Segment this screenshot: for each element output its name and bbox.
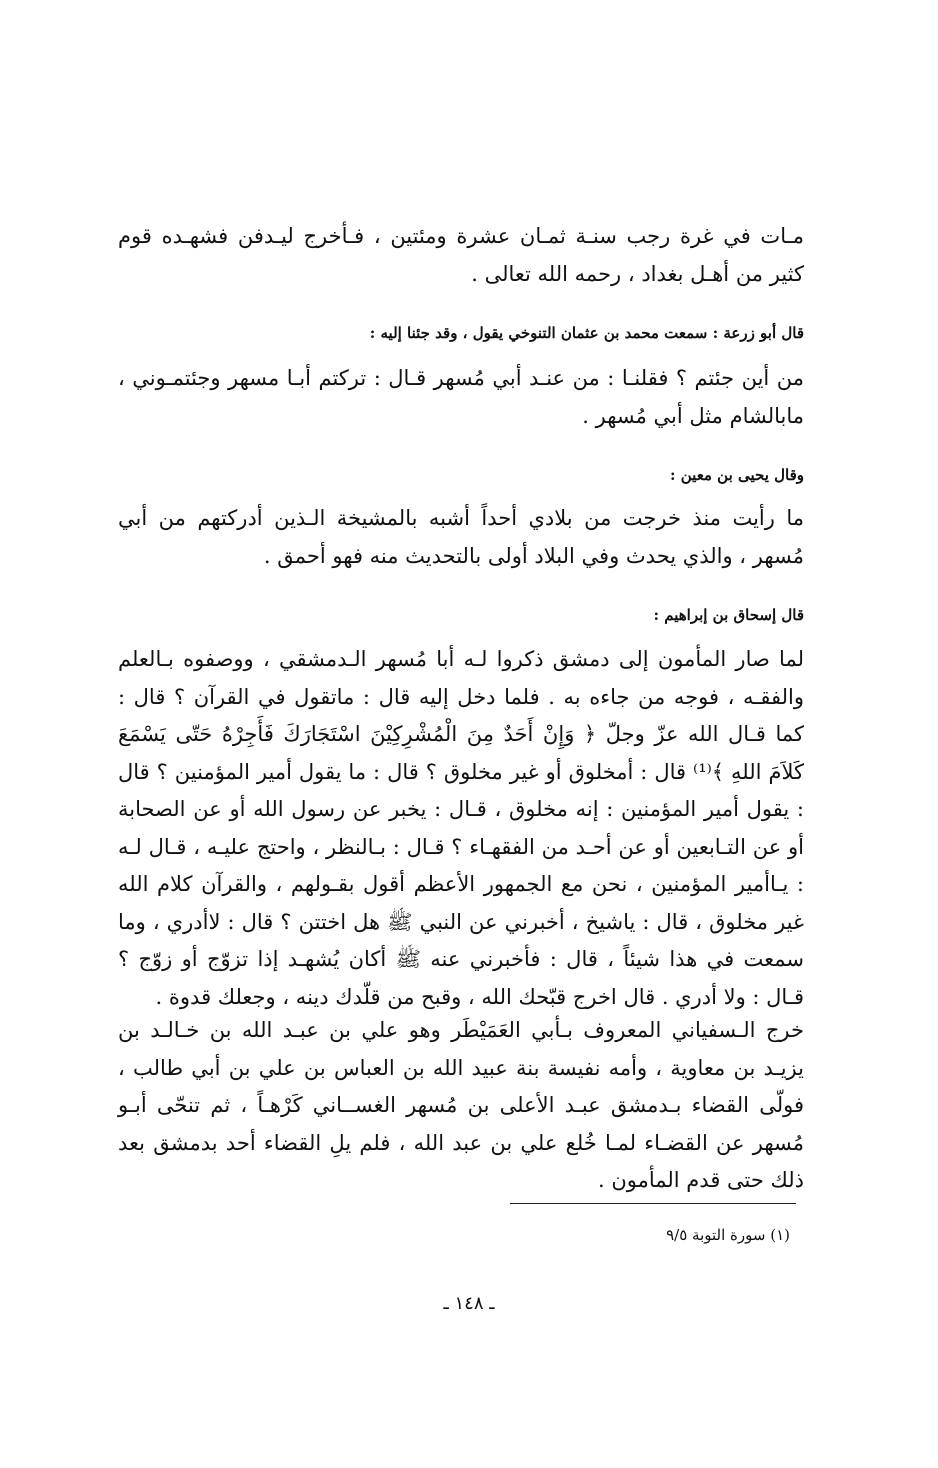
page-number: ـ ١٤٨ ـ xyxy=(443,1293,495,1314)
paragraph-tanukhi-quote xyxy=(118,360,804,435)
heading-text: قال أبو زرعة : سمعت محمد بن عثمان التنوخي يقول ، وقد جئنا إليه : xyxy=(369,324,804,342)
paragraph-yahya-quote xyxy=(118,500,804,575)
paragraph-text: خرج الـسفياني المعروف بـأبي العَمَيْطَر وهو علي بن عبـد الله بن خـالـد بن يزيـد بن معاوية ، وأمه نفيسة بنة عبيد الله بن العباس بن علي بن أبي طالب ، فولّى القضاء بـدمشق عبـد الأعلى بن مُسهر الغســاني كَرْهـاً ، ثم تنحّى أبـو مُسهر عن القضـاء لمـا خُلع علي بن عبد الله ، فلم يلِ القضاء أحد بدمشق بعد ذلك حتى قدم المأمون . xyxy=(118,1018,804,1192)
footnote: (١) سورة التوبة ٩/٥ xyxy=(666,1226,790,1244)
narrator-heading-ishaq xyxy=(118,604,804,626)
heading-text: وقال يحيى بن معين : xyxy=(669,466,804,484)
paragraph-text: من أين جئتم ؟ فقلنـا : من عنـد أبي مُسهر قـال : تركتم أبـا مسهر وجئتمـوني ، مابالشام مثل أبي مُسهر . xyxy=(118,366,804,428)
narrator-heading-abu-zura xyxy=(118,322,804,344)
narrator-heading-yahya-ibn-main xyxy=(118,464,804,486)
footnote-divider xyxy=(510,1203,796,1204)
paragraph-text: مـات في غرة رجب سنـة ثمـان عشرة ومئتين ، فـأخرج ليـدفن فشهـده قوم كثير من أهـل بغداد ، رحمه الله تعالى . xyxy=(118,224,804,286)
paragraph-text: ما رأيت منذ خرجت من بلادي أحداً أشبه بالمشيخة الـذين أدركتهم من أبي مُسهر ، والذي يحدث وفي البلاد أولى بالتحديث منه فهو أحمق . xyxy=(118,506,804,568)
paragraph-mamun-story xyxy=(118,641,804,1016)
paragraph-sufyani-uprising xyxy=(118,1012,804,1200)
heading-text: قال إسحاق بن إبراهيم : xyxy=(653,606,804,624)
paragraph-death-of-abu-mushir xyxy=(118,218,804,293)
paragraph-text: لما صار المأمون إلى دمشق ذكروا لـه أبا مُسهر الـدمشقي ، ووصفوه بـالعلم والفقـه ، فوجه من جاءه به . فلما دخل إليه قال : ماتقول في القرآن ؟ قال : كما قـال الله عزّ وجلّ ﴿ وَإِنْ أَحَدٌ مِنَ الْمُشْرِكِيْنَ اسْتَجَارَكَ فَأَجِرْهُ حَتّى يَسْمَعَ كَلاَمَ اللهِ ﴾⁽¹⁾ قال : أمخلوق أو غير مخلوق ؟ قال : ما يقول أمير المؤمنين ؟ قال : يقول أمير المؤمنين : إنه مخلوق ، قـال : يخبر عن رسول الله أو عن الصحابة أو عن التـابعين أو عن أحـد من الفقهـاء ؟ قـال : بـالنظر ، واحتج عليـه ، قـال لـه : يـاأمير المؤمنين ، نحن مع الجمهور الأعظم أقول بقـولهم ، والقرآن كلام الله غير مخلوق ، قال : ياشيخ ، أخبرني عن النبي ﷺ هل اختتن ؟ قال : لاأدري ، وما سمعت في هذا شيئاً ، قال : فأخبرني عنه ﷺ أكان يُشهـد إذا تزوّج أو زوّج ؟ قـال : ولا أدري . قال اخرج قبّحك الله ، وقبح من قلّدك دينه ، وجعلك قدوة . xyxy=(118,647,804,1009)
